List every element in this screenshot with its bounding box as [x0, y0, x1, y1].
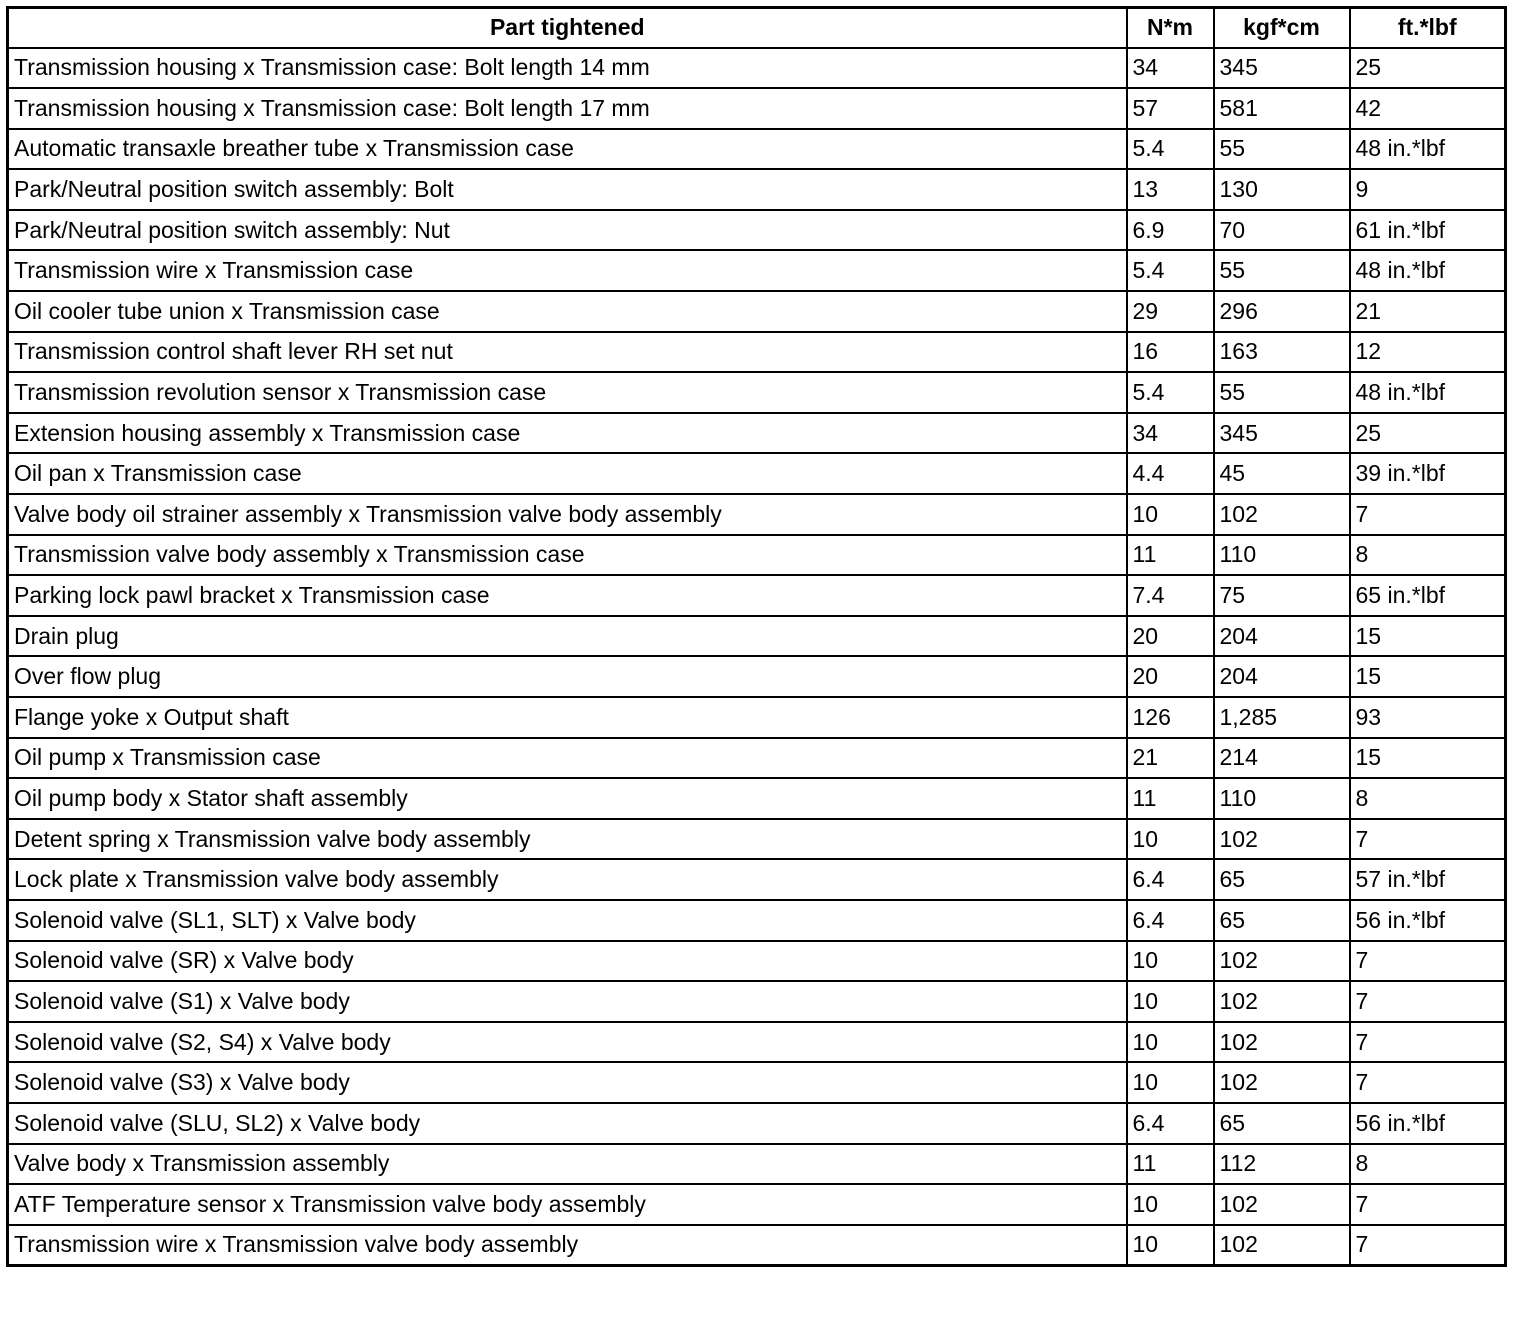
- cell-part-tightened: Solenoid valve (S2, S4) x Valve body: [8, 1022, 1127, 1063]
- cell-part-tightened: ATF Temperature sensor x Transmission valve body assembly: [8, 1184, 1127, 1225]
- cell-ft-lbf: 65 in.*lbf: [1350, 575, 1506, 616]
- cell-newton-meter: 5.4: [1127, 372, 1214, 413]
- table-row: [8, 291, 1506, 332]
- cell-part-tightened: Lock plate x Transmission valve body assembly: [8, 859, 1127, 900]
- cell-newton-meter: 11: [1127, 778, 1214, 819]
- cell-kgf-cm: 102: [1214, 1022, 1350, 1063]
- cell-newton-meter: 16: [1127, 332, 1214, 373]
- cell-kgf-cm: 110: [1214, 778, 1350, 819]
- table-row: [8, 616, 1506, 657]
- cell-kgf-cm: 55: [1214, 250, 1350, 291]
- table-row: [8, 941, 1506, 982]
- cell-ft-lbf: 7: [1350, 1184, 1506, 1225]
- cell-newton-meter: 13: [1127, 169, 1214, 210]
- cell-ft-lbf: 7: [1350, 1225, 1506, 1266]
- cell-kgf-cm: 204: [1214, 656, 1350, 697]
- cell-newton-meter: 29: [1127, 291, 1214, 332]
- table-row: [8, 413, 1506, 454]
- cell-kgf-cm: 65: [1214, 859, 1350, 900]
- cell-part-tightened: Over flow plug: [8, 656, 1127, 697]
- cell-newton-meter: 34: [1127, 48, 1214, 89]
- cell-ft-lbf: 56 in.*lbf: [1350, 1103, 1506, 1144]
- cell-part-tightened: Valve body oil strainer assembly x Transmission valve body assembly: [8, 494, 1127, 535]
- cell-kgf-cm: 55: [1214, 129, 1350, 170]
- table-row: [8, 1225, 1506, 1266]
- cell-kgf-cm: 102: [1214, 1184, 1350, 1225]
- cell-newton-meter: 5.4: [1127, 250, 1214, 291]
- cell-ft-lbf: 61 in.*lbf: [1350, 210, 1506, 251]
- cell-ft-lbf: 25: [1350, 413, 1506, 454]
- table-row: [8, 48, 1506, 89]
- cell-part-tightened: Oil pump body x Stator shaft assembly: [8, 778, 1127, 819]
- cell-part-tightened: Park/Neutral position switch assembly: Bolt: [8, 169, 1127, 210]
- cell-kgf-cm: 70: [1214, 210, 1350, 251]
- cell-part-tightened: Solenoid valve (S3) x Valve body: [8, 1062, 1127, 1103]
- cell-part-tightened: Transmission revolution sensor x Transmission case: [8, 372, 1127, 413]
- cell-kgf-cm: 102: [1214, 981, 1350, 1022]
- cell-kgf-cm: 102: [1214, 941, 1350, 982]
- cell-ft-lbf: 8: [1350, 535, 1506, 576]
- cell-ft-lbf: 57 in.*lbf: [1350, 859, 1506, 900]
- cell-kgf-cm: 581: [1214, 88, 1350, 129]
- cell-part-tightened: Solenoid valve (SL1, SLT) x Valve body: [8, 900, 1127, 941]
- table-row: [8, 656, 1506, 697]
- cell-part-tightened: Park/Neutral position switch assembly: Nut: [8, 210, 1127, 251]
- cell-part-tightened: Extension housing assembly x Transmission case: [8, 413, 1127, 454]
- cell-ft-lbf: 7: [1350, 981, 1506, 1022]
- cell-ft-lbf: 39 in.*lbf: [1350, 453, 1506, 494]
- cell-newton-meter: 7.4: [1127, 575, 1214, 616]
- cell-newton-meter: 5.4: [1127, 129, 1214, 170]
- cell-ft-lbf: 7: [1350, 941, 1506, 982]
- table-row: [8, 1022, 1506, 1063]
- cell-newton-meter: 10: [1127, 981, 1214, 1022]
- cell-kgf-cm: 130: [1214, 169, 1350, 210]
- cell-kgf-cm: 110: [1214, 535, 1350, 576]
- cell-newton-meter: 11: [1127, 1144, 1214, 1185]
- cell-part-tightened: Oil pan x Transmission case: [8, 453, 1127, 494]
- cell-kgf-cm: 204: [1214, 616, 1350, 657]
- cell-ft-lbf: 93: [1350, 697, 1506, 738]
- cell-kgf-cm: 65: [1214, 900, 1350, 941]
- cell-newton-meter: 20: [1127, 616, 1214, 657]
- cell-kgf-cm: 296: [1214, 291, 1350, 332]
- cell-ft-lbf: 21: [1350, 291, 1506, 332]
- cell-kgf-cm: 345: [1214, 48, 1350, 89]
- table-header: [8, 8, 1506, 48]
- table-row: [8, 1184, 1506, 1225]
- cell-part-tightened: Transmission housing x Transmission case: Bolt length 17 mm: [8, 88, 1127, 129]
- cell-kgf-cm: 345: [1214, 413, 1350, 454]
- cell-newton-meter: 10: [1127, 1022, 1214, 1063]
- cell-ft-lbf: 7: [1350, 494, 1506, 535]
- cell-ft-lbf: 42: [1350, 88, 1506, 129]
- cell-newton-meter: 34: [1127, 413, 1214, 454]
- cell-ft-lbf: 48 in.*lbf: [1350, 129, 1506, 170]
- cell-part-tightened: Valve body x Transmission assembly: [8, 1144, 1127, 1185]
- table-row: [8, 859, 1506, 900]
- cell-newton-meter: 6.4: [1127, 900, 1214, 941]
- cell-kgf-cm: 102: [1214, 494, 1350, 535]
- cell-part-tightened: Transmission control shaft lever RH set nut: [8, 332, 1127, 373]
- table-body: [8, 48, 1506, 1266]
- cell-newton-meter: 6.9: [1127, 210, 1214, 251]
- cell-kgf-cm: 55: [1214, 372, 1350, 413]
- table-row: [8, 494, 1506, 535]
- cell-newton-meter: 10: [1127, 494, 1214, 535]
- cell-part-tightened: Detent spring x Transmission valve body assembly: [8, 819, 1127, 860]
- cell-newton-meter: 6.4: [1127, 859, 1214, 900]
- table-row: [8, 210, 1506, 251]
- table-row: [8, 900, 1506, 941]
- table-row: [8, 535, 1506, 576]
- cell-part-tightened: Transmission wire x Transmission case: [8, 250, 1127, 291]
- table-row: [8, 372, 1506, 413]
- cell-part-tightened: Transmission housing x Transmission case: Bolt length 14 mm: [8, 48, 1127, 89]
- header-ft-lbf: ft.*lbf: [1350, 8, 1506, 48]
- cell-kgf-cm: 112: [1214, 1144, 1350, 1185]
- table-row: [8, 169, 1506, 210]
- cell-part-tightened: Transmission valve body assembly x Transmission case: [8, 535, 1127, 576]
- cell-newton-meter: 10: [1127, 941, 1214, 982]
- cell-ft-lbf: 7: [1350, 1062, 1506, 1103]
- cell-kgf-cm: 102: [1214, 819, 1350, 860]
- cell-newton-meter: 4.4: [1127, 453, 1214, 494]
- cell-ft-lbf: 25: [1350, 48, 1506, 89]
- cell-newton-meter: 10: [1127, 1062, 1214, 1103]
- cell-part-tightened: Oil cooler tube union x Transmission case: [8, 291, 1127, 332]
- cell-ft-lbf: 56 in.*lbf: [1350, 900, 1506, 941]
- table-row: [8, 697, 1506, 738]
- cell-newton-meter: 10: [1127, 819, 1214, 860]
- cell-part-tightened: Flange yoke x Output shaft: [8, 697, 1127, 738]
- table-row: [8, 1144, 1506, 1185]
- cell-newton-meter: 6.4: [1127, 1103, 1214, 1144]
- cell-newton-meter: 10: [1127, 1184, 1214, 1225]
- cell-part-tightened: Drain plug: [8, 616, 1127, 657]
- cell-ft-lbf: 7: [1350, 1022, 1506, 1063]
- cell-part-tightened: Solenoid valve (SR) x Valve body: [8, 941, 1127, 982]
- cell-ft-lbf: 8: [1350, 1144, 1506, 1185]
- table-row: [8, 819, 1506, 860]
- table-row: [8, 1103, 1506, 1144]
- table-row: [8, 250, 1506, 291]
- cell-newton-meter: 11: [1127, 535, 1214, 576]
- cell-kgf-cm: 45: [1214, 453, 1350, 494]
- table-row: [8, 738, 1506, 779]
- cell-part-tightened: Oil pump x Transmission case: [8, 738, 1127, 779]
- table-row: [8, 88, 1506, 129]
- cell-ft-lbf: 9: [1350, 169, 1506, 210]
- cell-newton-meter: 126: [1127, 697, 1214, 738]
- cell-newton-meter: 57: [1127, 88, 1214, 129]
- cell-ft-lbf: 48 in.*lbf: [1350, 250, 1506, 291]
- cell-part-tightened: Automatic transaxle breather tube x Transmission case: [8, 129, 1127, 170]
- header-row: [8, 8, 1506, 48]
- cell-kgf-cm: 1,285: [1214, 697, 1350, 738]
- cell-kgf-cm: 102: [1214, 1062, 1350, 1103]
- cell-kgf-cm: 65: [1214, 1103, 1350, 1144]
- cell-ft-lbf: 15: [1350, 656, 1506, 697]
- header-newton-meter: N*m: [1127, 8, 1214, 48]
- cell-part-tightened: Parking lock pawl bracket x Transmission case: [8, 575, 1127, 616]
- cell-ft-lbf: 15: [1350, 616, 1506, 657]
- table-row: [8, 1062, 1506, 1103]
- cell-newton-meter: 20: [1127, 656, 1214, 697]
- table-row: [8, 332, 1506, 373]
- torque-spec-table: [6, 6, 1507, 1267]
- table-row: [8, 981, 1506, 1022]
- cell-kgf-cm: 163: [1214, 332, 1350, 373]
- table-row: [8, 129, 1506, 170]
- cell-ft-lbf: 12: [1350, 332, 1506, 373]
- cell-part-tightened: Solenoid valve (SLU, SL2) x Valve body: [8, 1103, 1127, 1144]
- cell-ft-lbf: 48 in.*lbf: [1350, 372, 1506, 413]
- cell-kgf-cm: 102: [1214, 1225, 1350, 1266]
- header-kgf-cm: kgf*cm: [1214, 8, 1350, 48]
- cell-newton-meter: 10: [1127, 1225, 1214, 1266]
- cell-part-tightened: Solenoid valve (S1) x Valve body: [8, 981, 1127, 1022]
- cell-ft-lbf: 7: [1350, 819, 1506, 860]
- table-row: [8, 778, 1506, 819]
- cell-ft-lbf: 8: [1350, 778, 1506, 819]
- header-part-tightened: Part tightened: [8, 8, 1127, 48]
- table-row: [8, 575, 1506, 616]
- cell-ft-lbf: 15: [1350, 738, 1506, 779]
- table-row: [8, 453, 1506, 494]
- cell-kgf-cm: 75: [1214, 575, 1350, 616]
- cell-part-tightened: Transmission wire x Transmission valve body assembly: [8, 1225, 1127, 1266]
- cell-kgf-cm: 214: [1214, 738, 1350, 779]
- cell-newton-meter: 21: [1127, 738, 1214, 779]
